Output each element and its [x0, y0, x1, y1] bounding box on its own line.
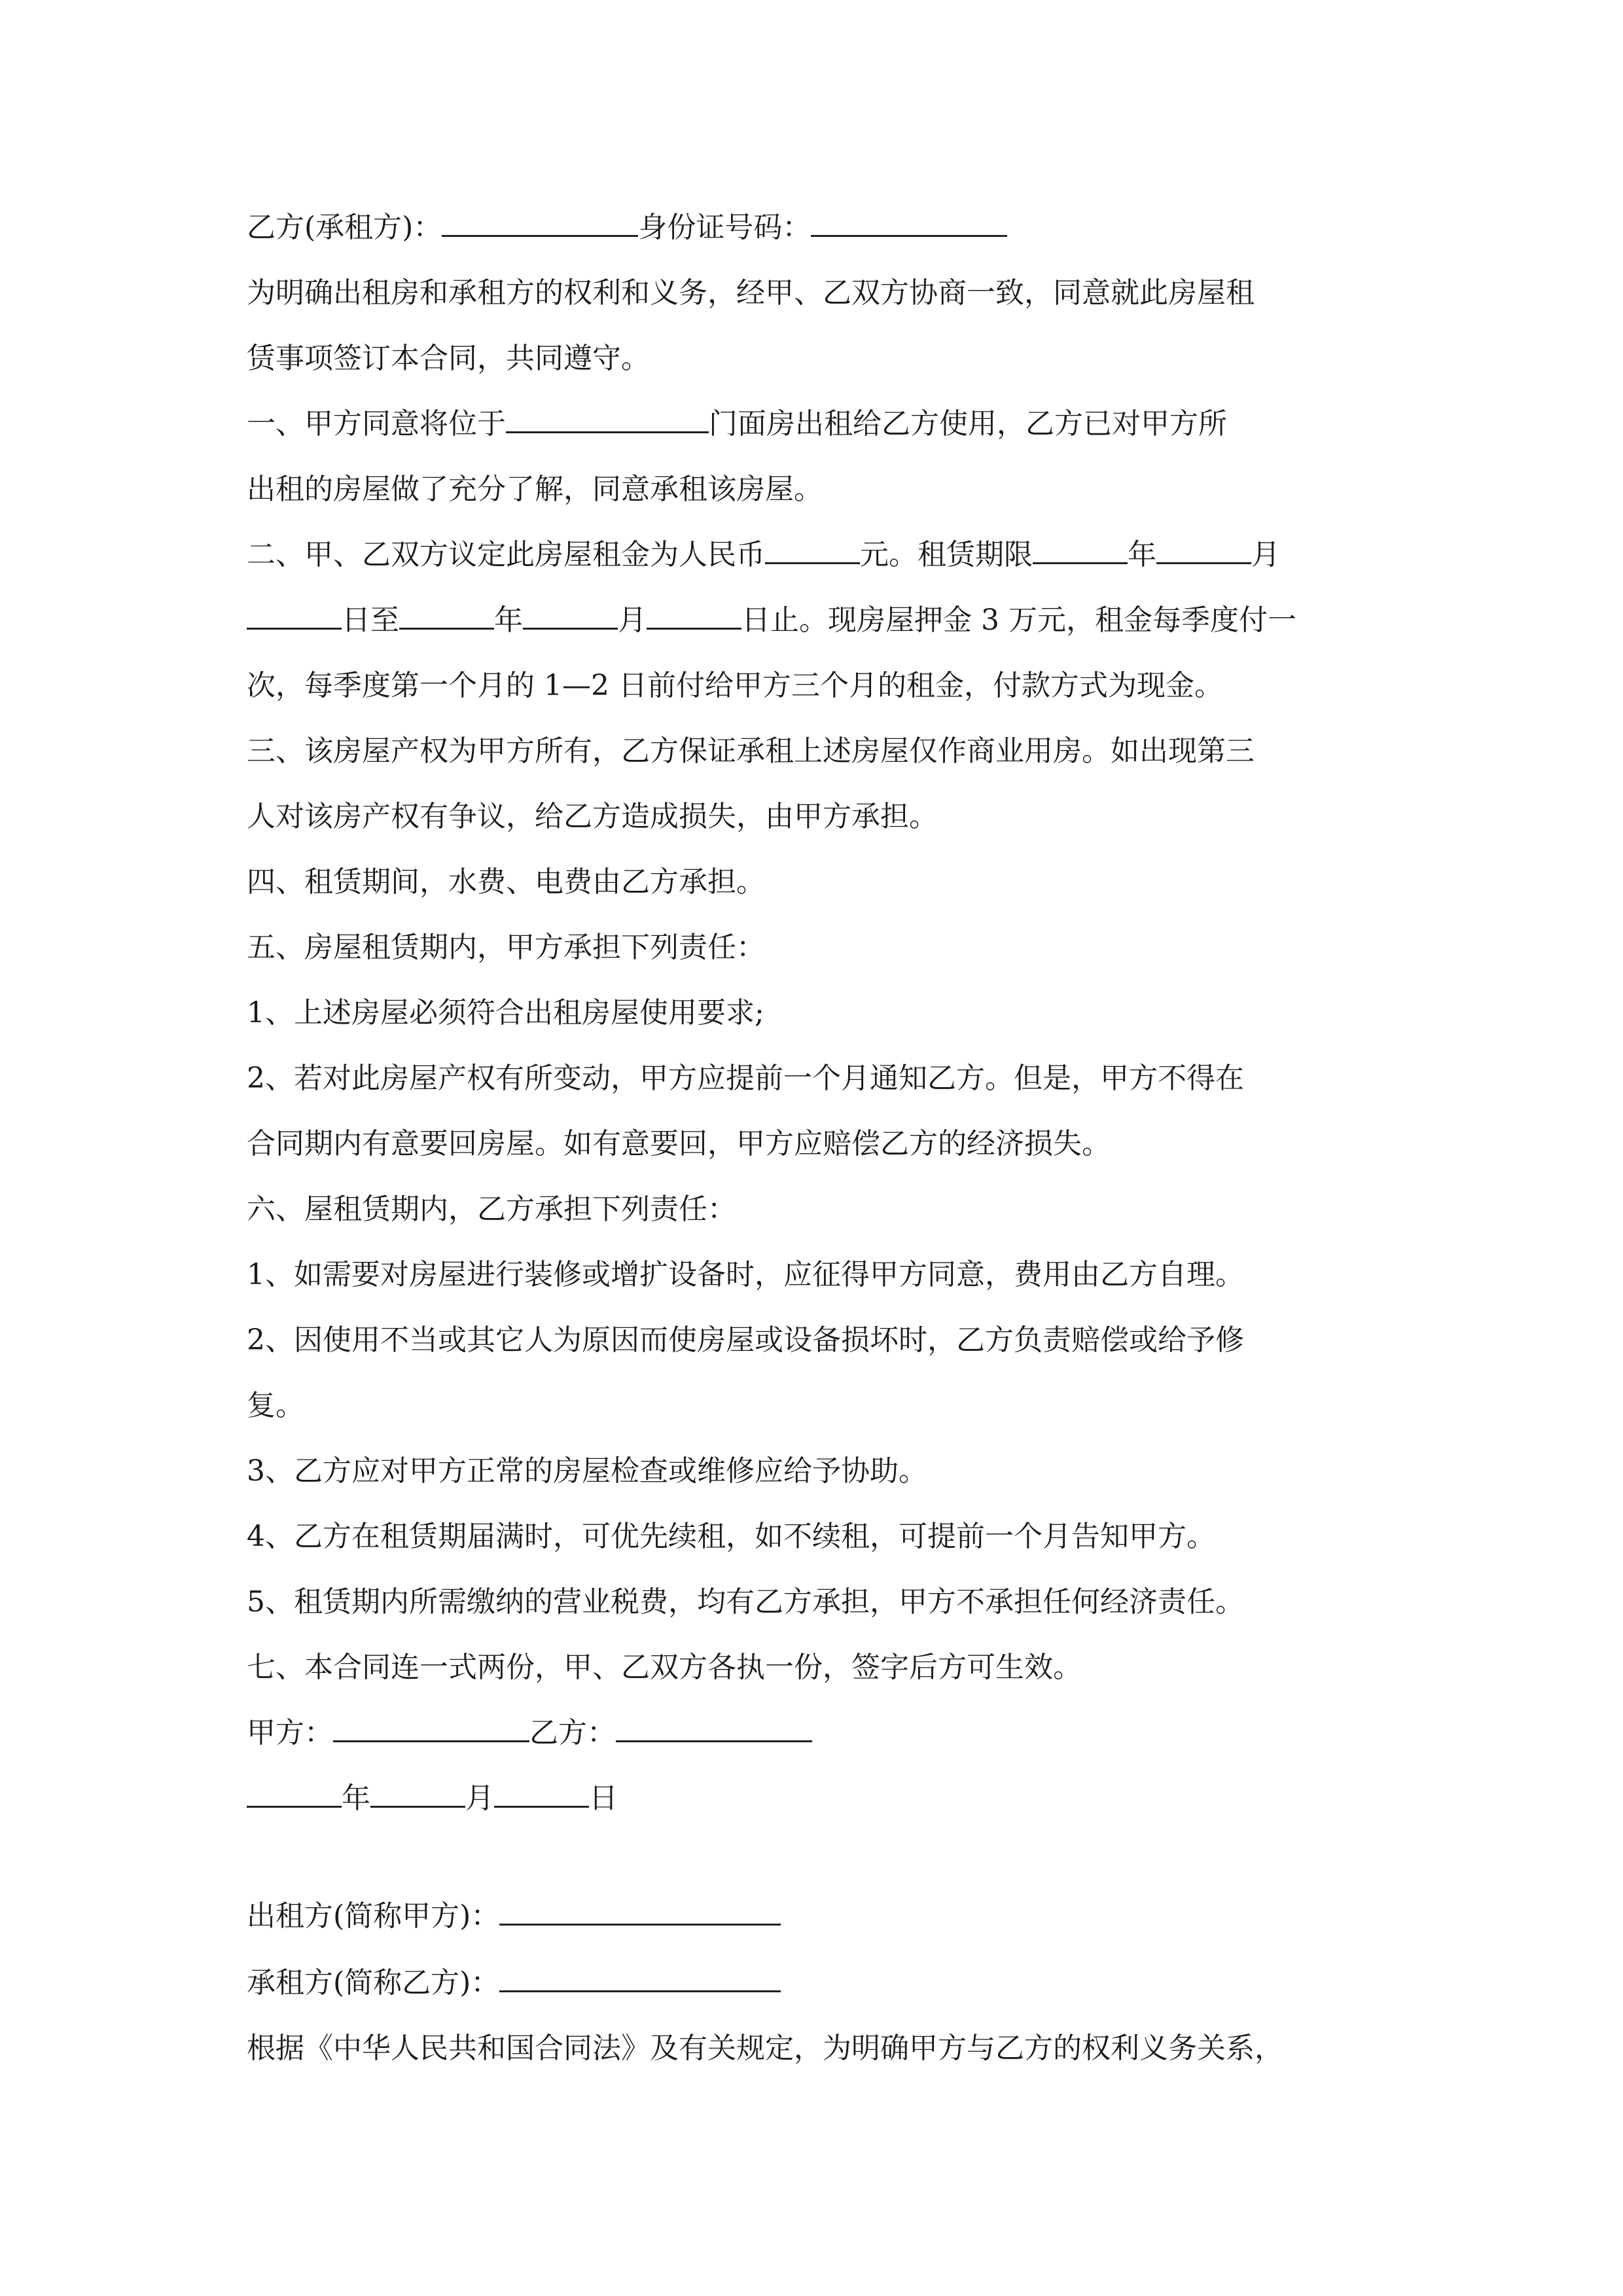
party-b-label: 乙方：	[529, 1716, 616, 1749]
year-label: 年	[1128, 538, 1156, 571]
property-location-blank[interactable]	[506, 405, 709, 433]
lessee-short-blank[interactable]	[499, 1964, 781, 1992]
paragraph-line	[247, 339, 650, 378]
paragraph-text: 门面房出租给乙方使用，乙方已对甲方所	[709, 407, 1227, 440]
paragraph-line	[247, 928, 765, 967]
lessor-label: 出租方(简称甲方)：	[247, 1899, 500, 1933]
date-line	[247, 1779, 618, 1818]
paragraph-line	[247, 797, 938, 836]
paragraph-text: 四、租赁期间，水费、电费由乙方承担。	[247, 865, 765, 899]
paragraph-text: 3、乙方应对甲方正常的房屋检查或维修应给予协助。	[247, 1454, 927, 1488]
paragraph-line	[247, 863, 765, 902]
year-label: 年	[342, 1782, 370, 1815]
paragraph-text: 为明确出租房和承租方的权利和义务，经甲、乙双方协商一致，同意就此房屋租	[247, 276, 1255, 310]
paragraph-line	[247, 1059, 1244, 1098]
day-label: 日	[589, 1782, 618, 1815]
paragraph-line	[247, 2029, 1283, 2068]
end-year-blank[interactable]	[399, 601, 494, 630]
paragraph-line	[247, 1386, 304, 1426]
paragraph-text: 4、乙方在租赁期届满时，可优先续租，如不续租，可提前一个月告知甲方。	[247, 1520, 1215, 1553]
paragraph-text: 三、该房屋产权为甲方所有，乙方保证承租上述房屋仅作商业用房。如出现第三	[247, 734, 1255, 768]
party-b-signature-blank[interactable]	[616, 1714, 812, 1742]
paragraph-line	[247, 1190, 736, 1229]
paragraph-text: 二、甲、乙双方议定此房屋租金为人民币	[247, 538, 765, 571]
lessee-name-blank[interactable]	[442, 209, 638, 237]
clause-2-line	[247, 535, 1280, 575]
rent-amount-blank[interactable]	[765, 536, 860, 564]
paragraph-text: 5、租赁期内所需缴纳的营业税费，均有乙方承担，甲方不承担任何经济责任。	[247, 1585, 1244, 1619]
sign-day-blank[interactable]	[494, 1780, 589, 1808]
party-a-label: 甲方：	[247, 1716, 333, 1749]
paragraph-text: 次，每季度第一个月的 1—2 日前付给甲方三个月的租金，付款方式为现金。	[247, 669, 1223, 702]
start-day-blank[interactable]	[247, 601, 342, 630]
paragraph-text: 2、若对此房屋产权有所变动，甲方应提前一个月通知乙方。但是，甲方不得在	[247, 1062, 1244, 1095]
paragraph-line	[247, 274, 1255, 313]
party-a-signature-blank[interactable]	[333, 1714, 529, 1742]
start-month-blank[interactable]	[1156, 536, 1251, 564]
end-day-blank[interactable]	[647, 601, 741, 630]
lessee-id-line	[247, 208, 1007, 247]
lessee-line	[247, 1964, 781, 2003]
paragraph-line	[247, 470, 823, 509]
paragraph-text: 元。租赁期限	[860, 538, 1033, 571]
paragraph-text: 七、本合同连一式两份，甲、乙双方各执一份，签字后方可生效。	[247, 1651, 1082, 1684]
paragraph-line	[247, 1255, 1244, 1295]
paragraph-text: 五、房屋租赁期内，甲方承担下列责任：	[247, 931, 765, 964]
lessor-line	[247, 1897, 781, 1936]
id-number-label: 身份证号码：	[638, 211, 812, 244]
paragraph-text: 赁事项签订本合同，共同遵守。	[247, 342, 650, 375]
lessee-label: 乙方(承租方)：	[247, 211, 442, 244]
start-year-blank[interactable]	[1033, 536, 1128, 564]
paragraph-line	[247, 732, 1255, 771]
paragraph-line	[247, 1583, 1244, 1622]
paragraph-text: 人对该房产权有争议，给乙方造成损失，由甲方承担。	[247, 800, 938, 833]
year-label: 年	[494, 603, 523, 637]
sign-year-blank[interactable]	[247, 1780, 342, 1808]
paragraph-line	[247, 1321, 1244, 1360]
signature-line	[247, 1713, 812, 1753]
month-label: 月	[618, 603, 647, 637]
id-number-blank[interactable]	[811, 209, 1007, 237]
paragraph-text: 1、上述房屋必须符合出租房屋使用要求;	[247, 996, 764, 1030]
paragraph-text: 出租的房屋做了充分了解，同意承租该房屋。	[247, 473, 823, 506]
paragraph-text: 2、因使用不当或其它人为原因而使房屋或设备损坏时，乙方负责赔偿或给予修	[247, 1323, 1244, 1357]
paragraph-text: 六、屋租赁期内，乙方承担下列责任：	[247, 1193, 736, 1226]
clause-1-line	[247, 404, 1227, 444]
paragraph-text: 一、甲方同意将位于	[247, 407, 506, 440]
month-label: 月	[1251, 538, 1280, 571]
paragraph-line	[247, 994, 764, 1033]
paragraph-text: 1、如需要对房屋进行装修或增扩设备时，应征得甲方同意，费用由乙方自理。	[247, 1258, 1244, 1291]
lessor-blank[interactable]	[499, 1897, 781, 1926]
month-label: 月	[465, 1782, 494, 1815]
paragraph-text: 日止。现房屋押金 3 万元，租金每季度付一	[741, 603, 1296, 637]
paragraph-line	[247, 1648, 1082, 1687]
paragraph-line	[247, 666, 1223, 706]
paragraph-text: 合同期内有意要回房屋。如有意要回，甲方应赔偿乙方的经济损失。	[247, 1127, 1111, 1160]
paragraph-line	[247, 1517, 1215, 1556]
paragraph-text: 复。	[247, 1389, 304, 1422]
sign-month-blank[interactable]	[370, 1780, 465, 1808]
paragraph-text: 日至	[342, 603, 399, 637]
clause-2-dates-line	[247, 601, 1296, 640]
end-month-blank[interactable]	[523, 601, 618, 630]
paragraph-line	[247, 1452, 927, 1491]
paragraph-text: 根据《中华人民共和国合同法》及有关规定，为明确甲方与乙方的权利义务关系，	[247, 2032, 1283, 2065]
paragraph-line	[247, 1124, 1111, 1164]
lessee-short-label: 承租方(简称乙方)：	[247, 1966, 500, 2000]
